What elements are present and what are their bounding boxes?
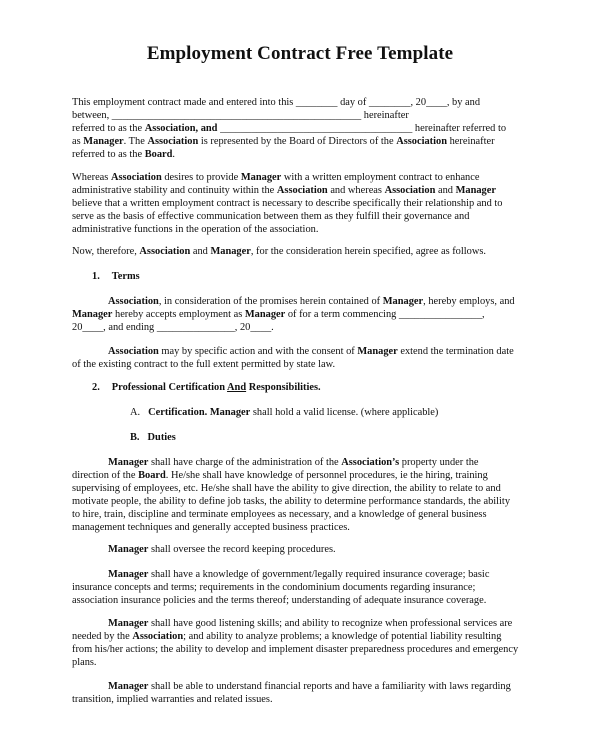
intro-line-3: referred to as the Association, and _____________________________________ hereinafter referred to: [72, 123, 507, 135]
now-therefore-paragraph: Now, therefore, Association and Manager, for the consideration herein specified, agree as follows.: [72, 246, 486, 257]
intro-line-2: between, ________________________________________________ hereinafter: [72, 110, 409, 122]
subsection-a: A. Certification. Manager shall hold a valid license. (where applicable): [130, 407, 439, 418]
intro-line-5: referred to as the Board.: [72, 149, 176, 161]
duties-paragraph-3: Manager shall have a knowledge of government/legally required insurance coverage; basic insurance concepts and terms; requirements in the condominium documents regarding insurance; association insurance policies and the terms thereof; understanding of adequate insurance coverage.: [72, 569, 490, 607]
terms-paragraph-1: Association, in consideration of the promises herein contained of Manager, hereby employs, and Manager hereby accepts employment as Manager of for a term commencing ________________, 20____, and ending _______________, 20____.: [72, 296, 515, 334]
terms-paragraph-2: Association may by specific action and with the consent of Manager extend the termination date of the existing contract to the full extent permitted by state law.: [72, 346, 514, 371]
duties-paragraph-1: Manager shall have charge of the administration of the Association’s property under the direction of the Board. He/she shall have knowledge of personnel procedures, ie the hiring, training supervising of employees, etc. He/she shall have the ability to give direction, the ability to relate to and motivate people, the ability to define job tasks, the ability to determine performance standards, the ability to hire, train, discipline and terminate employees as necessary, and a knowledge of general business management techniques and generally accepted business practices.: [72, 457, 511, 534]
duties-paragraph-4: Manager shall have good listening skills; and ability to recognize when professional services are needed by the Association; and ability to analyze problems; a knowledge of potential liability resulting from his/her actions; the ability to develop and implement disaster preparedness procedures and emergency plans.: [72, 618, 519, 669]
section-2-heading: 2. Professional Certification And Responsibilities.: [92, 382, 321, 393]
intro-line-4: as Manager. The Association is represented by the Board of Directors of the Association hereinafter: [72, 136, 495, 148]
whereas-paragraph: Whereas Association desires to provide Manager with a written employment contract to enhance administrative stability and continuity within the Association and whereas Association and Manager believe that a written employment contract is necessary to describe specifically their relationship and to serve as the basis of effective communication between them as they fulfill their governance and administrative functions in the operation of the association.: [72, 172, 503, 236]
section-1-heading: 1. Terms: [92, 271, 140, 282]
document-title: Employment Contract Free Template: [146, 43, 454, 64]
subsection-b: B. Duties: [130, 432, 176, 443]
duties-paragraph-5: Manager shall be able to understand financial reports and have a familiarity with laws regarding transition, implied warranties and related issues.: [72, 681, 511, 706]
intro-line-1: This employment contract made and entered into this ________ day of ________, 20____, by and: [72, 97, 481, 108]
duties-paragraph-2: Manager shall oversee the record keeping procedures.: [108, 544, 336, 555]
intro-paragraph: [72, 96, 532, 161]
